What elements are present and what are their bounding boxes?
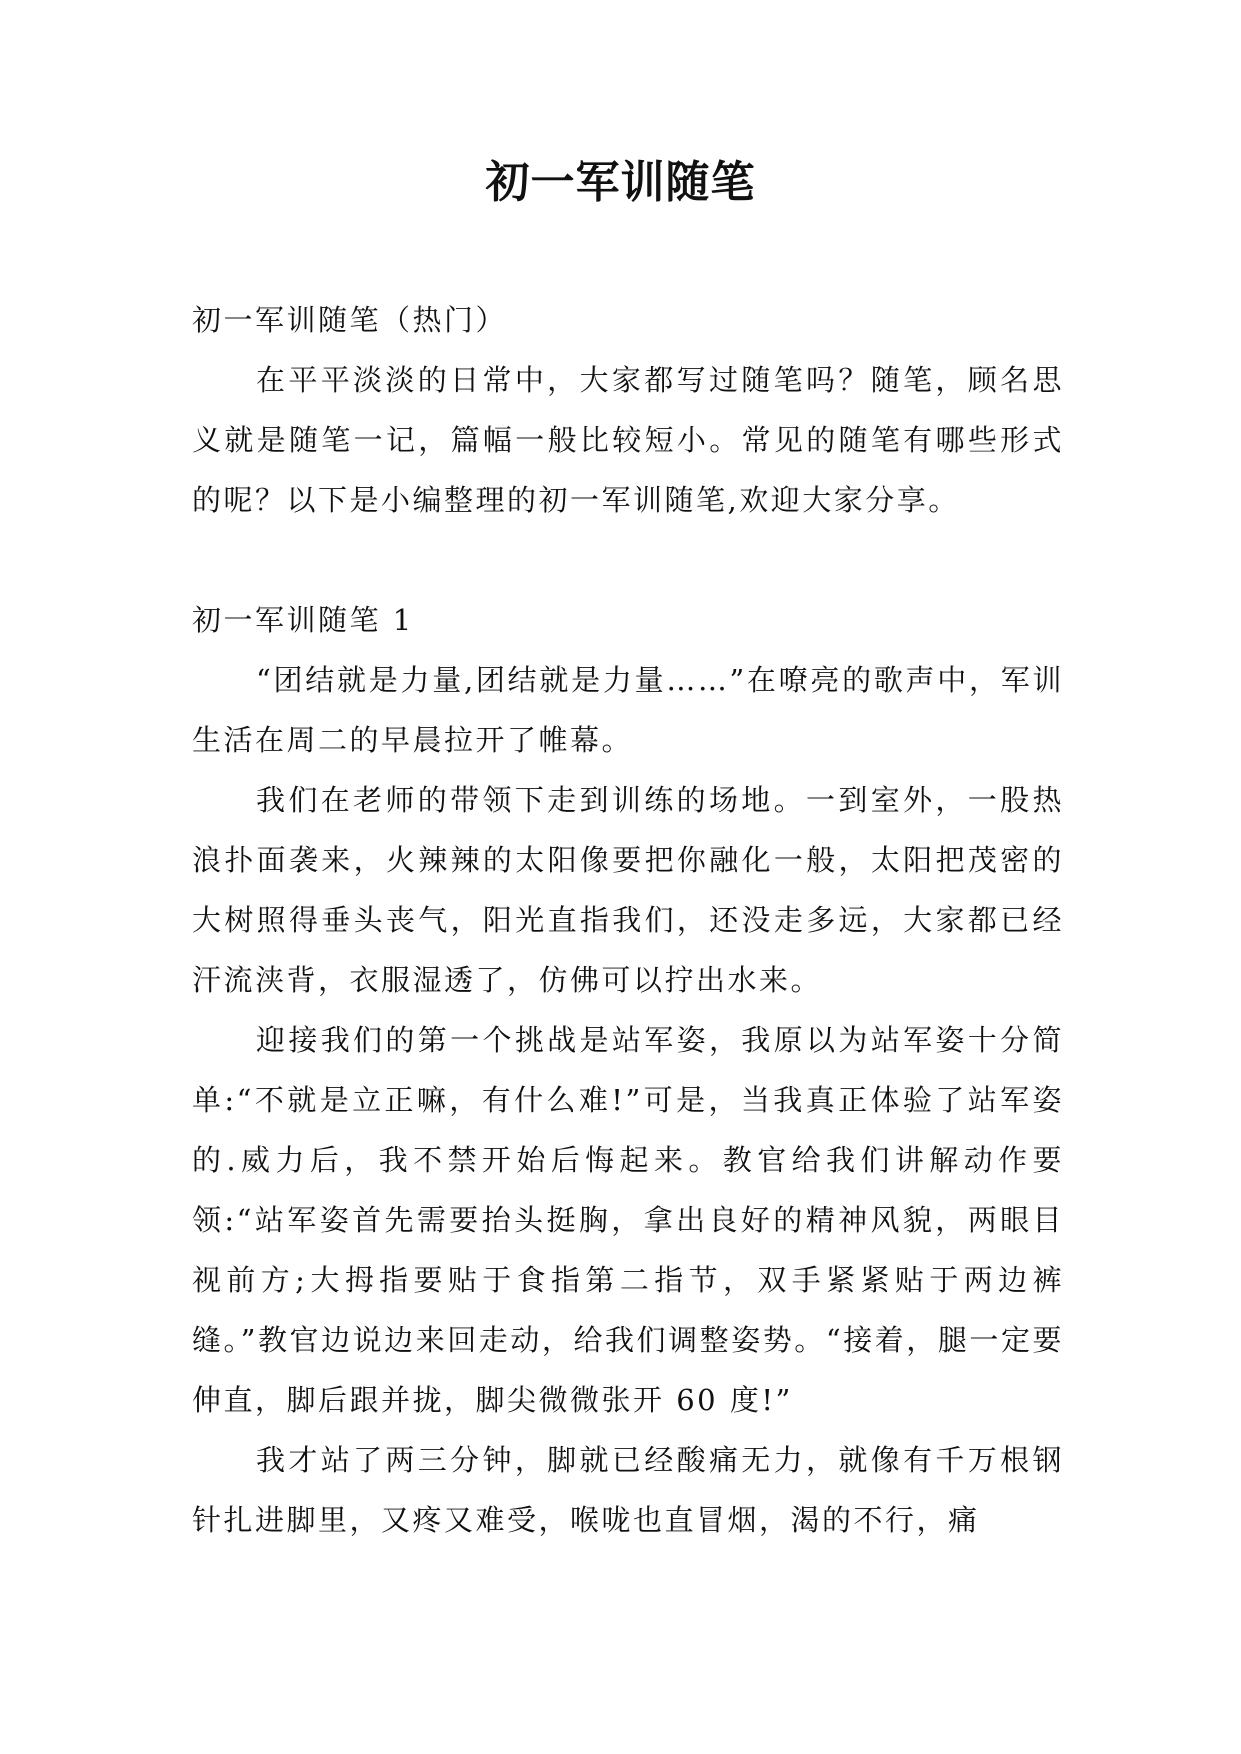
body-paragraph: 我才站了两三分钟，脚就已经酸痛无力，就像有千万根钢针扎进脚里，又疼又难受，喉咙也直冒烟，渴的不行，痛 [192,1443,1064,1537]
section-heading: 初一军训随笔 1 [192,603,414,637]
body-paragraph: 我们在老师的带领下走到训练的场地。一到室外，一股热浪扑面袭来，火辣辣的太阳像要把你融化一般，太阳把茂密的大树照得垂头丧气，阳光直指我们，还没走多远，大家都已经汗流浃背，衣服湿透了，仿佛可以拧出水来。 [192,783,1064,997]
intro-heading: 初一军训随笔（热门） [192,303,508,337]
document-body [192,290,1064,1550]
body-paragraph: 迎接我们的第一个挑战是站军姿，我原以为站军姿十分简单:“不就是立正嘛，有什么难!”可是，当我真正体验了站军姿的.威力后，我不禁开始后悔起来。教官给我们讲解动作要领:“站军姿首先需要抬头挺胸，拿出良好的精神风貌，两眼目视前方;大拇指要贴于食指第二指节，双手紧紧贴于两边裤缝。”教官边说边来回走动，给我们调整姿势。“接着，腿一定要伸直，脚后跟并拢，脚尖微微张开 60 度!” [192,1023,1064,1417]
document-title: 初一军训随笔 [485,157,756,208]
section-spacer [192,530,1064,590]
intro-paragraph: 在平平淡淡的日常中，大家都写过随笔吗？随笔，顾名思义就是随笔一记，篇幅一般比较短小。常见的随笔有哪些形式的呢？以下是小编整理的初一军训随笔,欢迎大家分享。 [192,363,1064,517]
body-paragraph: “团结就是力量,团结就是力量……”在嘹亮的歌声中，军训生活在周二的早晨拉开了帷幕。 [192,663,1064,757]
